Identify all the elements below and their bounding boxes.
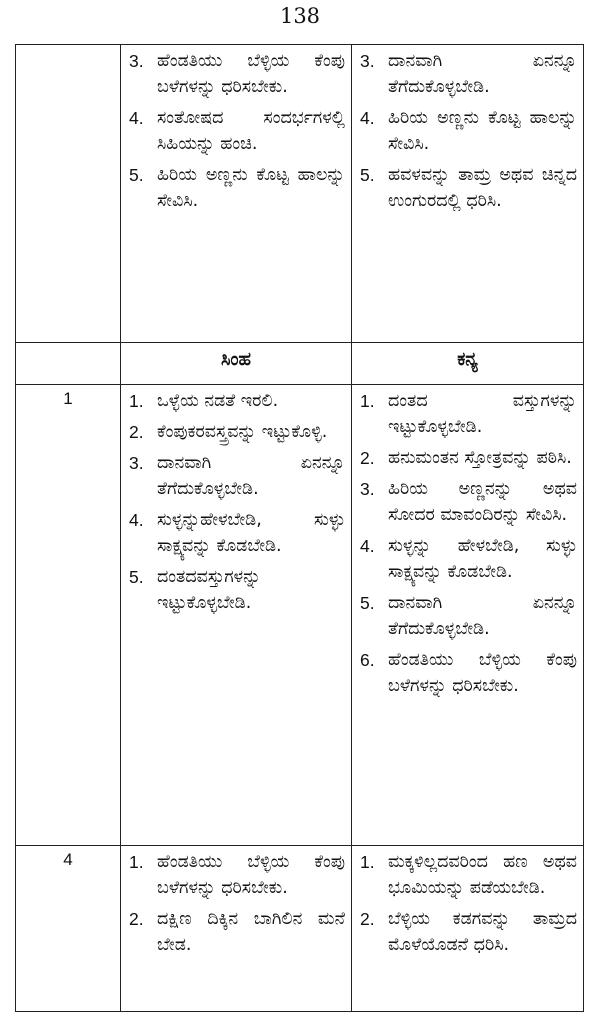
table-row [16, 343, 584, 385]
item-text: ಹನುಮಂತನ ಸ್ತೋತ್ರವನ್ನು ಪಠಿಸಿ. [388, 448, 572, 468]
list-item [360, 476, 577, 528]
item-text: ಹಿರಿಯ ಅಣ್ಣನು ಕೊಟ್ಟ ಹಾಲನ್ನು ಸೇವಿಸಿ. [157, 165, 345, 211]
house-number-cell: 1 [16, 385, 121, 846]
list-item [360, 105, 577, 157]
list-item [360, 388, 577, 440]
column-heading-kanya: ಕನ್ಯ [352, 343, 584, 385]
list-item [360, 445, 577, 471]
item-text: ಒಳ್ಳೆಯ ನಡತೆ ಇರಲಿ. [157, 391, 279, 411]
item-text: ಹಿರಿಯ ಅಣ್ಣನನ್ನು ಅಥವ ಸೋದರ ಮಾವಂದಿರನ್ನು ಸೇವಿಸಿ. [388, 479, 577, 525]
item-number: 3. [360, 479, 375, 499]
item-text: ಬೆಳ್ಳಿಯ ಕಡಗವನ್ನು ತಾಮ್ರದ ಮೊಳೆಯೊಡನೆ ಧರಿಸಿ. [388, 909, 577, 955]
list-item [360, 48, 577, 100]
list-item [360, 849, 577, 901]
left-remedies-cell [121, 385, 352, 846]
item-number: 5. [360, 593, 375, 613]
item-number: 3. [129, 453, 144, 473]
item-number: 4. [360, 108, 375, 128]
item-number: 1. [129, 391, 144, 411]
remedy-list [352, 846, 583, 965]
item-number: 2. [129, 422, 144, 442]
item-text: ಹೆಂಡತಿಯು ಬೆಳ್ಳಿಯ ಕೆಂಪು ಬಳೆಗಳನ್ನು ಧರಿಸಬೇಕು. [157, 51, 345, 97]
list-item [129, 105, 345, 157]
list-item [129, 162, 345, 214]
right-remedies-cell [352, 45, 584, 343]
right-remedies-cell [352, 385, 584, 846]
item-text: ಸುಳ್ಳನ್ನು ಹೇಳಬೇಡಿ, ಸುಳ್ಳು ಸಾಕ್ಷ್ಯವನ್ನು ಕೊಡಬೇಡಿ. [388, 536, 577, 582]
item-text: ದಂತದವಸ್ತುಗಳನ್ನು ಇಟ್ಟುಕೊಳ್ಳಬೇಡಿ. [157, 567, 261, 613]
table-row [16, 385, 584, 846]
item-number: 4. [129, 510, 144, 530]
item-number: 4. [129, 108, 144, 128]
item-text: ದಂತದ ವಸ್ತುಗಳನ್ನು ಇಟ್ಟುಕೊಳ್ಳಬೇಡಿ. [388, 391, 577, 437]
item-number: 3. [129, 51, 144, 71]
item-text: ಕೆಂಪುಕರವಸ್ತ್ರವನ್ನು ಇಟ್ಟುಕೊಳ್ಳಿ. [157, 422, 328, 442]
column-heading-simha: ಸಿಂಹ [121, 343, 352, 385]
item-number: 5. [129, 165, 144, 185]
item-text: ದಕ್ಷಿಣ ದಿಕ್ಕಿನ ಬಾಗಿಲಿನ ಮನೆ ಬೇಡ. [157, 909, 345, 955]
item-number: 5. [129, 567, 144, 587]
list-item [129, 450, 345, 502]
item-text: ದಾನವಾಗಿ ಏನನ್ನೂ ತೆಗೆದುಕೊಳ್ಳಬೇಡಿ. [157, 453, 345, 499]
list-item [129, 388, 345, 414]
item-text: ಹಿರಿಯ ಅಣ್ಣನು ಕೊಟ್ಟ ಹಾಲನ್ನು ಸೇವಿಸಿ. [388, 108, 577, 154]
list-item [129, 507, 345, 559]
list-item [360, 647, 577, 699]
item-number: 1. [129, 852, 144, 872]
remedies-table [15, 44, 584, 1012]
remedy-list [352, 45, 583, 221]
remedy-list [121, 385, 351, 623]
item-number: 2. [360, 909, 375, 929]
table-row [16, 846, 584, 1012]
remedy-list [121, 45, 351, 221]
page-number: 138 [279, 4, 321, 28]
item-text: ಹವಳವನ್ನು ತಾಮ್ರ ಅಥವ ಚಿನ್ನದ ಉಂಗುರದಲ್ಲಿ ಧರಿಸಿ. [388, 165, 577, 211]
item-number: 2. [129, 909, 144, 929]
item-number: 2. [360, 448, 375, 468]
list-item [360, 162, 577, 214]
item-text: ಹೆಂಡತಿಯು ಬೆಳ್ಳಿಯ ಕೆಂಪು ಬಳೆಗಳನ್ನು ಧರಿಸಬೇಕು. [388, 650, 577, 696]
item-text: ದಾನವಾಗಿ ಏನನ್ನೂ ತೆಗೆದುಕೊಳ್ಳಬೇಡಿ. [388, 51, 577, 97]
item-text: ಸಂತೋಷದ ಸಂದರ್ಭಗಳಲ್ಲಿ ಸಿಹಿಯನ್ನು ಹಂಚಿ. [157, 108, 345, 154]
list-item [129, 419, 345, 445]
item-text: ಸುಳ್ಳನ್ನುಹೇಳಬೇಡಿ, ಸುಳ್ಳು ಸಾಕ್ಷ್ಯವನ್ನು ಕೊಡಬೇಡಿ. [157, 510, 345, 556]
list-item [360, 590, 577, 642]
house-number-cell: 4 [16, 846, 121, 1012]
list-item [360, 906, 577, 958]
house-number-cell [16, 45, 121, 343]
item-number: 1. [360, 391, 375, 411]
item-number: 1. [360, 852, 375, 872]
left-remedies-cell [121, 846, 352, 1012]
remedy-list [352, 385, 583, 706]
item-number: 3. [360, 51, 375, 71]
item-number: 6. [360, 650, 375, 670]
table-row [16, 45, 584, 343]
list-item [129, 849, 345, 901]
item-text: ಹೆಂಡತಿಯು ಬೆಳ್ಳಿಯ ಕೆಂಪು ಬಳೆಗಳನ್ನು ಧರಿಸಬೇಕು. [157, 852, 345, 898]
list-item [129, 906, 345, 958]
list-item [360, 533, 577, 585]
item-number: 5. [360, 165, 375, 185]
item-text: ಮಕ್ಕಳಿಲ್ಲದವರಿಂದ ಹಣ ಅಥವ ಭೂಮಿಯನ್ನು ಪಡೆಯಬೇಡಿ. [388, 852, 577, 898]
item-number: 4. [360, 536, 375, 556]
list-item [129, 564, 345, 616]
house-number-cell [16, 343, 121, 385]
remedy-list [121, 846, 351, 965]
left-remedies-cell [121, 45, 352, 343]
item-text: ದಾನವಾಗಿ ಏನನ್ನೂ ತೆಗೆದುಕೊಳ್ಳಬೇಡಿ. [388, 593, 577, 639]
list-item [129, 48, 345, 100]
right-remedies-cell [352, 846, 584, 1012]
